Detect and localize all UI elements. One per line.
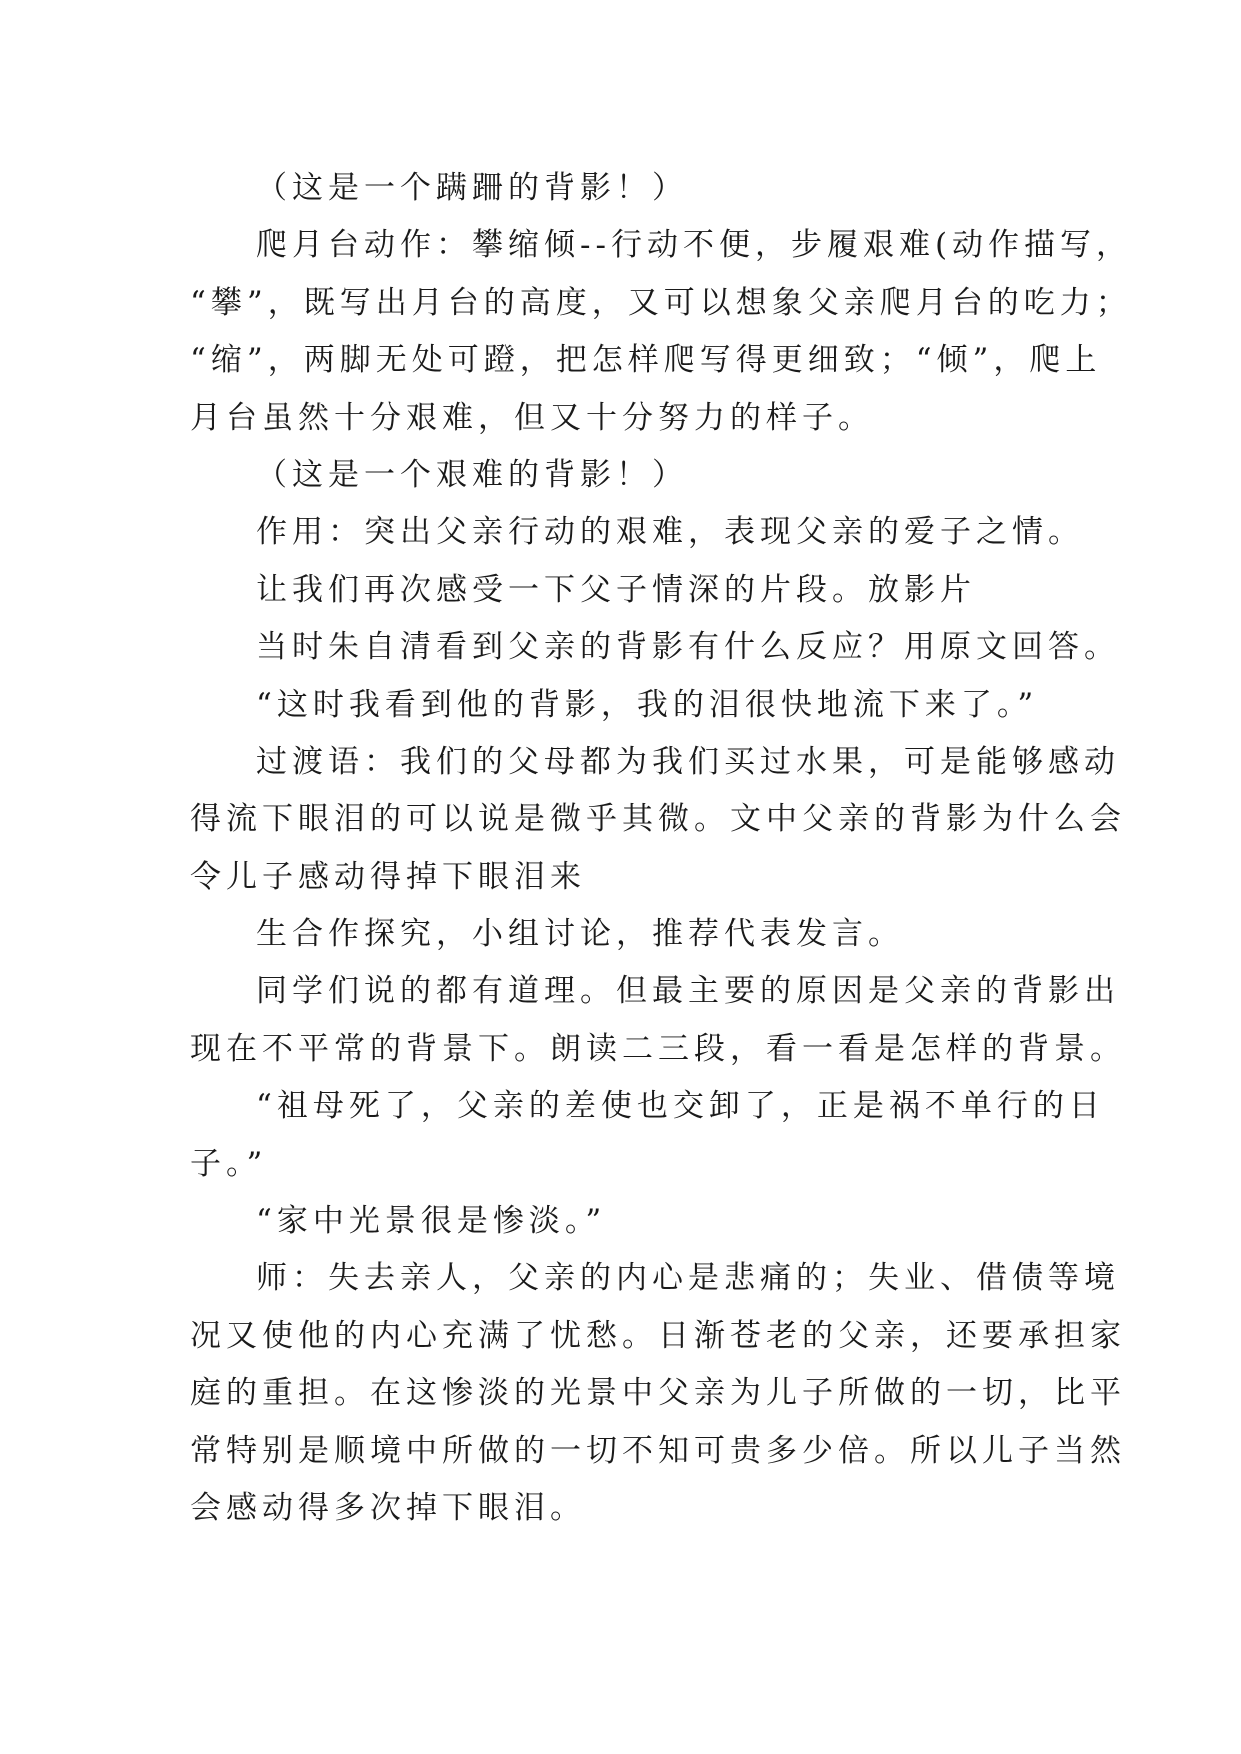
paragraph-line: 月台虽然十分艰难，但又十分努力的样子。 (190, 399, 874, 436)
paragraph-line: 同学们说的都有道理。但最主要的原因是父亲的背影出 (256, 973, 1120, 1010)
paragraph-line: （这是一个蹒跚的背影！） (256, 170, 688, 206)
paragraph-line: 会感动得多次掉下眼泪。 (190, 1489, 586, 1526)
paragraph-line: 得流下眼泪的可以说是微乎其微。文中父亲的背影为什么会 (190, 801, 1126, 838)
paragraph-line: “缩”，两脚无处可蹬，把怎样爬写得更细致；“倾”，爬上 (190, 342, 1102, 379)
paragraph-line: “攀”，既写出月台的高度，又可以想象父亲爬月台的吃力； (190, 284, 1132, 321)
paragraph-line: 过渡语：我们的父母都为我们买过水果，可是能够感动 (256, 743, 1120, 780)
paragraph-line: 令儿子感动得掉下眼泪来 (190, 858, 586, 895)
paragraph-line: （这是一个艰难的背影！） (256, 456, 688, 493)
paragraph-line: 常特别是顺境中所做的一切不知可贵多少倍。所以儿子当然 (190, 1432, 1126, 1469)
paragraph-line: 作用：突出父亲行动的艰难，表现父亲的爱子之情。 (256, 514, 1084, 551)
paragraph-line: 生合作探究，小组讨论，推荐代表发言。 (256, 916, 904, 953)
paragraph-line: 子。” (190, 1145, 268, 1182)
paragraph-line: 当时朱自清看到父亲的背影有什么反应？用原文回答。 (256, 629, 1120, 666)
paragraph-line: 况又使他的内心充满了忧愁。日渐苍老的父亲，还要承担家 (190, 1317, 1126, 1354)
paragraph-line: “这时我看到他的背影，我的泪很快地流下来了。” (256, 686, 1039, 723)
paragraph-line: “祖母死了，父亲的差使也交卸了，正是祸不单行的日 (256, 1088, 1105, 1125)
document-body (190, 160, 1133, 1537)
paragraph-line: 爬月台动作：攀缩倾--行动不便，步履艰难(动作描写， (256, 227, 1133, 264)
paragraph-line: 庭的重担。在这惨淡的光景中父亲为儿子所做的一切，比平 (190, 1375, 1126, 1412)
paragraph-line: 现在不平常的背景下。朗读二三段，看一看是怎样的背景。 (190, 1030, 1126, 1067)
paragraph-line: 让我们再次感受一下父子情深的片段。放影片 (256, 571, 976, 608)
paragraph-line: “家中光景很是惨淡。” (256, 1203, 607, 1240)
paragraph-line: 师：失去亲人，父亲的内心是悲痛的；失业、借债等境 (256, 1260, 1120, 1297)
